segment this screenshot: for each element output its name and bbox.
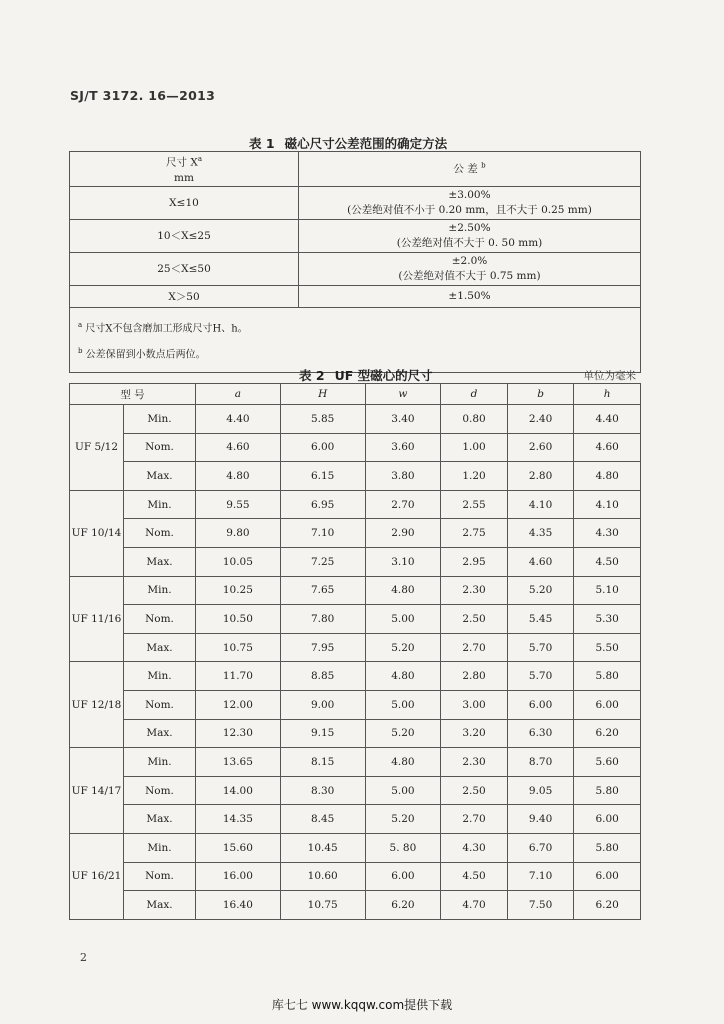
dimension-value: 9.15: [280, 719, 365, 748]
dimension-value: 4.10: [574, 490, 641, 519]
table-row: [70, 405, 641, 434]
dimension-value: 10.45: [280, 833, 365, 862]
table-row: [70, 833, 641, 862]
dimension-value: 4.80: [196, 462, 281, 491]
table1-footnotes: $^a$ 尺寸X不包含磨加工形成尺寸H、h。 $^b$ 公差保留到小数点后两位。: [70, 307, 641, 373]
dimension-value: 6.00: [574, 862, 641, 891]
tolerance-level: Max.: [124, 462, 196, 491]
dimension-value: 8.15: [280, 748, 365, 777]
dimension-value: 9.05: [507, 776, 574, 805]
dimension-value: 3.80: [365, 462, 441, 491]
table2-caption: [299, 366, 433, 384]
footnote-b: 公差保留到小数点后两位。: [85, 349, 206, 361]
dimension-value: 0.80: [441, 405, 508, 434]
dimension-value: 2.60: [507, 433, 574, 462]
dimension-value: 5.00: [365, 605, 441, 634]
dimension-value: 5. 80: [365, 833, 441, 862]
dimension-value: 3.00: [441, 690, 508, 719]
dimension-value: 11.70: [196, 662, 281, 691]
tolerance-level: Min.: [124, 405, 196, 434]
dimension-value: 8.85: [280, 662, 365, 691]
tolerance-value: ±2.0% (公差绝对值不大于 0.75 mm): [299, 252, 641, 285]
dimension-value: 6.00: [365, 862, 441, 891]
dimension-value: 7.95: [280, 633, 365, 662]
dimension-value: 2.55: [441, 490, 508, 519]
table-row: [70, 605, 641, 634]
table-row: [70, 576, 641, 605]
dimension-value: 5.70: [507, 662, 574, 691]
dimension-value: 14.35: [196, 805, 281, 834]
table-row: [70, 547, 641, 576]
dimension-value: 5.85: [280, 405, 365, 434]
dimension-value: 2.80: [441, 662, 508, 691]
table-row: [70, 891, 641, 920]
dimension-value: 7.10: [280, 519, 365, 548]
unit-note: 单位为毫米: [583, 370, 636, 382]
column-header-H: H: [280, 384, 365, 405]
dimension-value: 6.00: [507, 690, 574, 719]
standard-code: SJ/T 3172. 16—2013: [70, 88, 216, 103]
dimension-value: 6.70: [507, 833, 574, 862]
model-name: UF 14/17: [70, 748, 124, 834]
dimension-value: 16.00: [196, 862, 281, 891]
dimension-value: 4.40: [196, 405, 281, 434]
size-range: X≤10: [70, 186, 299, 219]
dimension-value: 5.20: [365, 805, 441, 834]
dimension-value: 10.05: [196, 547, 281, 576]
model-name: UF 10/14: [70, 490, 124, 576]
dimension-value: 4.60: [196, 433, 281, 462]
dimension-value: 3.60: [365, 433, 441, 462]
model-name: UF 5/12: [70, 405, 124, 491]
table-row: [70, 748, 641, 777]
dimension-value: 7.80: [280, 605, 365, 634]
uf-core-dimensions-table: [69, 383, 641, 920]
dimension-value: 2.95: [441, 547, 508, 576]
dimension-value: 5.20: [507, 576, 574, 605]
download-footer: 库七七 www.kqqw.com提供下载: [271, 998, 453, 1012]
dimension-value: 5.70: [507, 633, 574, 662]
dimension-value: 9.80: [196, 519, 281, 548]
dimension-value: 6.30: [507, 719, 574, 748]
tolerance-level: Min.: [124, 576, 196, 605]
dimension-value: 7.50: [507, 891, 574, 920]
dimension-value: 1.20: [441, 462, 508, 491]
dimension-value: 5.30: [574, 605, 641, 634]
dimension-value: 6.15: [280, 462, 365, 491]
dimension-value: 8.30: [280, 776, 365, 805]
dimension-value: 4.80: [574, 462, 641, 491]
dimension-value: 9.55: [196, 490, 281, 519]
column-header-h: h: [574, 384, 641, 405]
tolerance-level: Max.: [124, 547, 196, 576]
size-range: 10＜X≤25: [70, 219, 299, 252]
dimension-value: 8.45: [280, 805, 365, 834]
dimension-value: 4.40: [574, 405, 641, 434]
model-name: UF 12/18: [70, 662, 124, 748]
dimension-value: 4.80: [365, 576, 441, 605]
footnote-a: 尺寸X不包含磨加工形成尺寸H、h。: [85, 322, 248, 334]
dimension-value: 5.20: [365, 719, 441, 748]
table-row: [70, 519, 641, 548]
column-header-model: 型 号: [70, 384, 196, 405]
dimension-value: 6.20: [574, 891, 641, 920]
dimension-value: 8.70: [507, 748, 574, 777]
dimension-value: 12.30: [196, 719, 281, 748]
dimension-value: 2.50: [441, 605, 508, 634]
size-header: 尺寸 $X^a$ mm: [70, 152, 299, 187]
dimension-value: 4.35: [507, 519, 574, 548]
tolerance-value: ±1.50%: [299, 285, 641, 307]
model-name: UF 16/21: [70, 833, 124, 919]
page-number: 2: [80, 951, 87, 964]
dimension-value: 5.80: [574, 833, 641, 862]
dimension-value: 4.30: [441, 833, 508, 862]
dimension-value: 2.70: [441, 805, 508, 834]
model-name: UF 11/16: [70, 576, 124, 662]
dimension-value: 5.00: [365, 776, 441, 805]
table1-number: 表 1: [249, 136, 275, 151]
column-header-b: b: [507, 384, 574, 405]
dimension-value: 7.10: [507, 862, 574, 891]
table-row: [70, 662, 641, 691]
table-row: [70, 633, 641, 662]
dimension-value: 5.00: [365, 690, 441, 719]
tolerance-value: ±3.00% (公差绝对值不小于 0.20 mm，且不大于 0.25 mm): [299, 186, 641, 219]
column-header-d: d: [441, 384, 508, 405]
dimension-value: 4.10: [507, 490, 574, 519]
tolerance-level: Nom.: [124, 862, 196, 891]
tolerance-level: Nom.: [124, 776, 196, 805]
table-row: [70, 805, 641, 834]
dimension-value: 7.25: [280, 547, 365, 576]
dimension-value: 4.80: [365, 748, 441, 777]
dimension-value: 2.70: [365, 490, 441, 519]
tolerance-level: Max.: [124, 719, 196, 748]
dimension-value: 2.30: [441, 748, 508, 777]
tolerance-level: Min.: [124, 748, 196, 777]
dimension-value: 6.00: [574, 690, 641, 719]
table-row: [70, 862, 641, 891]
table1-title: 磁心尺寸公差范围的确定方法: [284, 136, 448, 151]
tolerance-level: Nom.: [124, 519, 196, 548]
dimension-value: 4.60: [507, 547, 574, 576]
column-header-a: a: [196, 384, 281, 405]
dimension-value: 6.20: [365, 891, 441, 920]
tolerance-level: Max.: [124, 891, 196, 920]
tolerance-level: Min.: [124, 833, 196, 862]
dimension-value: 6.95: [280, 490, 365, 519]
dimension-value: 2.90: [365, 519, 441, 548]
dimension-value: 3.10: [365, 547, 441, 576]
dimension-value: 2.50: [441, 776, 508, 805]
tolerance-level: Nom.: [124, 605, 196, 634]
dimension-value: 1.00: [441, 433, 508, 462]
dimension-value: 2.30: [441, 576, 508, 605]
dimension-value: 4.50: [574, 547, 641, 576]
dimension-value: 14.00: [196, 776, 281, 805]
size-range: X＞50: [70, 285, 299, 307]
dimension-value: 4.70: [441, 891, 508, 920]
dimension-value: 5.50: [574, 633, 641, 662]
table2-title: UF 型磁心的尺寸: [334, 368, 433, 383]
column-header-w: w: [365, 384, 441, 405]
dimension-value: 2.40: [507, 405, 574, 434]
tolerance-table: [69, 151, 641, 373]
table-row: [70, 690, 641, 719]
dimension-value: 10.60: [280, 862, 365, 891]
dimension-value: 2.70: [441, 633, 508, 662]
dimension-value: 4.30: [574, 519, 641, 548]
dimension-value: 12.00: [196, 690, 281, 719]
dimension-value: 10.50: [196, 605, 281, 634]
table-row: [70, 719, 641, 748]
dimension-value: 5.45: [507, 605, 574, 634]
table-row: [70, 433, 641, 462]
table-row: [70, 462, 641, 491]
dimension-value: 6.00: [574, 805, 641, 834]
size-range: 25＜X≤50: [70, 252, 299, 285]
table-row: [70, 490, 641, 519]
dimension-value: 3.40: [365, 405, 441, 434]
tolerance-level: Nom.: [124, 433, 196, 462]
table2-number: 表 2: [299, 368, 325, 383]
dimension-value: 4.80: [365, 662, 441, 691]
dimension-value: 9.00: [280, 690, 365, 719]
dimension-value: 16.40: [196, 891, 281, 920]
dimension-value: 6.00: [280, 433, 365, 462]
dimension-value: 6.20: [574, 719, 641, 748]
dimension-value: 10.25: [196, 576, 281, 605]
tolerance-header: 公 差 $^b$: [299, 152, 641, 187]
tolerance-level: Max.: [124, 633, 196, 662]
dimension-value: 10.75: [196, 633, 281, 662]
dimension-value: 5.80: [574, 662, 641, 691]
tolerance-level: Min.: [124, 490, 196, 519]
dimension-value: 4.60: [574, 433, 641, 462]
table-row: [70, 776, 641, 805]
tolerance-value: ±2.50% (公差绝对值不大于 0. 50 mm): [299, 219, 641, 252]
dimension-value: 5.60: [574, 748, 641, 777]
dimension-value: 13.65: [196, 748, 281, 777]
dimension-value: 2.80: [507, 462, 574, 491]
dimension-value: 5.10: [574, 576, 641, 605]
dimension-value: 5.80: [574, 776, 641, 805]
dimension-value: 9.40: [507, 805, 574, 834]
dimension-value: 3.20: [441, 719, 508, 748]
tolerance-level: Max.: [124, 805, 196, 834]
tolerance-level: Nom.: [124, 690, 196, 719]
tolerance-level: Min.: [124, 662, 196, 691]
dimension-value: 2.75: [441, 519, 508, 548]
table1-caption: [249, 134, 447, 152]
dimension-value: 15.60: [196, 833, 281, 862]
dimension-value: 4.50: [441, 862, 508, 891]
dimension-value: 5.20: [365, 633, 441, 662]
dimension-value: 10.75: [280, 891, 365, 920]
dimension-value: 7.65: [280, 576, 365, 605]
